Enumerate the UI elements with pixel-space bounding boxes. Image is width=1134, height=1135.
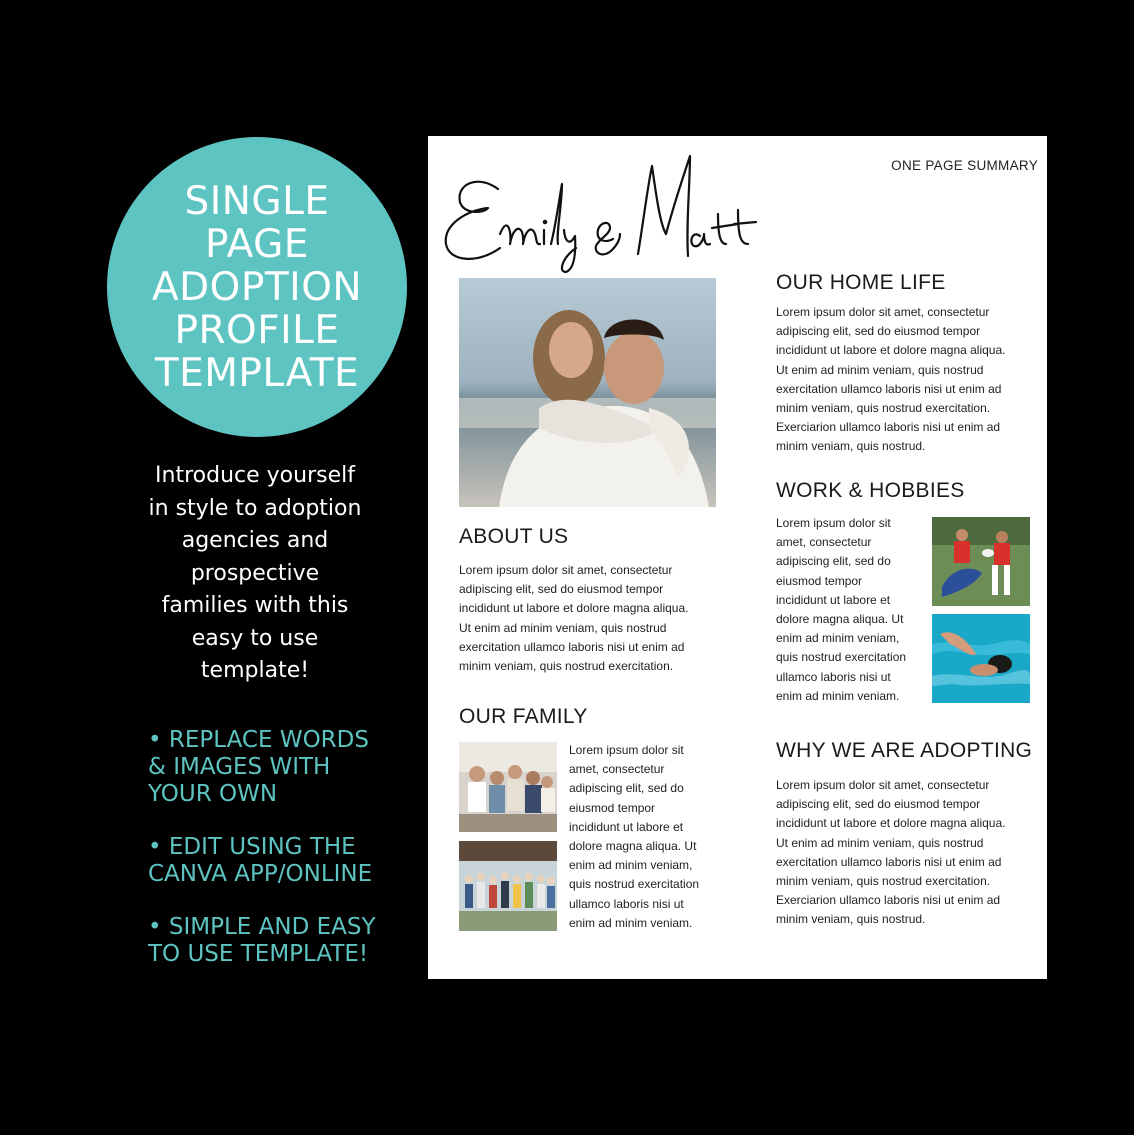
intro-line: template! xyxy=(200,658,310,683)
section-heading-work: WORK & HOBBIES xyxy=(776,479,965,502)
intro-text xyxy=(130,460,380,688)
text-line: incididunt ut labore et xyxy=(776,592,891,607)
intro-line: in style to adoption xyxy=(148,495,362,521)
about-text xyxy=(459,561,719,676)
feature-line: • SIMPLE AND EASY xyxy=(148,914,376,940)
family-photo-1 xyxy=(459,742,557,832)
feature-item xyxy=(148,834,408,888)
feature-item xyxy=(148,727,408,808)
page-label: ONE PAGE SUMMARY xyxy=(891,158,1038,173)
feature-list xyxy=(148,727,408,994)
intro-line: families with this xyxy=(161,593,349,618)
text-line: ullamco laboris nisi ut xyxy=(776,669,891,684)
text-line: minim veniam, quis nostrud exercitation. xyxy=(459,659,674,674)
feature-line: TO USE TEMPLATE! xyxy=(148,941,369,967)
text-line: amet, consectetur xyxy=(569,762,665,777)
text-line: ullamco laboris nisi ut xyxy=(569,896,684,911)
section-heading-family: OUR FAMILY xyxy=(459,705,588,728)
text-line: enim ad minim veniam, xyxy=(776,631,900,646)
feature-line: • REPLACE WORDS xyxy=(148,727,369,753)
text-line: quis nostrud exercitation xyxy=(569,877,700,892)
text-line: exercitation ullamco laboris nisi ut enim ad xyxy=(459,639,685,654)
family-text xyxy=(569,741,729,933)
title-line: TEMPLATE xyxy=(154,350,360,396)
text-line: incididunt ut labore et xyxy=(569,819,684,834)
text-line: amet, consectetur xyxy=(776,535,872,550)
text-line: quis nostrud exercitation xyxy=(776,650,907,665)
text-line: adipiscing elit, sed do eiusmod tempor xyxy=(459,582,664,597)
text-line: Lorem ipsum dolor sit xyxy=(776,516,891,530)
text-line: Exerciarion ullamco laboris nisi ut enim ad xyxy=(776,420,1001,435)
text-line: minim veniam, quis nostrud. xyxy=(776,439,926,454)
text-line: minim veniam, quis nostrud. xyxy=(776,912,926,927)
why-text xyxy=(776,776,1038,930)
template-page-preview xyxy=(428,136,1047,979)
text-line: incididunt ut labore et dolore magna aliqua. xyxy=(776,343,1006,358)
text-line: exercitation ullamco laboris nisi ut enim ad xyxy=(776,381,1002,396)
text-line: adipiscing elit, sed do eiusmod tempor xyxy=(776,797,981,812)
text-line: dolore magna aliqua. Ut xyxy=(569,839,697,854)
text-line: Lorem ipsum dolor sit amet, consectetur xyxy=(776,305,990,319)
family-photo-2 xyxy=(459,841,557,931)
title-line: PROFILE xyxy=(174,307,340,353)
text-line: adipiscing elit, sed do xyxy=(569,781,684,796)
intro-line: easy to use xyxy=(191,625,319,651)
section-heading-about: ABOUT US xyxy=(459,525,569,548)
text-line: Lorem ipsum dolor sit amet, consectetur xyxy=(459,563,673,577)
title-line: SINGLE xyxy=(184,178,330,224)
title-line: ADOPTION xyxy=(151,264,363,310)
text-line: exercitation ullamco laboris nisi ut enim ad xyxy=(776,854,1002,869)
section-heading-why: WHY WE ARE ADOPTING xyxy=(776,739,1033,762)
text-line: Lorem ipsum dolor sit xyxy=(569,743,684,757)
title-line: PAGE xyxy=(205,221,309,267)
intro-line: prospective xyxy=(190,560,320,586)
text-line: dolore magna aliqua. Ut xyxy=(776,612,904,627)
text-line: Lorem ipsum dolor sit amet, consectetur xyxy=(776,778,990,792)
text-line: Ut enim ad minim veniam, quis nostrud xyxy=(776,835,984,850)
rugby-photo xyxy=(932,517,1030,606)
text-line: incididunt ut labore et dolore magna aliqua. xyxy=(776,816,1006,831)
feature-line: & IMAGES WITH xyxy=(148,754,331,780)
text-line: adipiscing elit, sed do xyxy=(776,554,891,569)
feature-line: CANVA APP/ONLINE xyxy=(148,861,373,887)
text-line: minim veniam, quis nostrud exercitation. xyxy=(776,874,991,889)
text-line: Exerciarion ullamco laboris nisi ut enim ad xyxy=(776,893,1001,908)
swimming-photo xyxy=(932,614,1030,703)
intro-line: Introduce yourself xyxy=(155,463,355,488)
text-line: enim ad minim veniam. xyxy=(569,915,693,930)
title-circle xyxy=(107,137,407,437)
text-line: eiusmod tempor xyxy=(776,573,863,588)
intro-line: agencies and xyxy=(181,528,329,553)
text-line: enim ad minim veniam, xyxy=(569,858,693,873)
couple-photo xyxy=(459,278,716,507)
home-text xyxy=(776,303,1038,457)
feature-line: YOUR OWN xyxy=(148,781,278,807)
text-line: minim veniam, quis nostrud exercitation. xyxy=(776,401,991,416)
section-heading-home: OUR HOME LIFE xyxy=(776,271,946,294)
feature-item xyxy=(148,914,408,968)
text-line: Ut enim ad minim veniam, quis nostrud xyxy=(776,362,984,377)
feature-line: • EDIT USING THE xyxy=(148,834,356,860)
work-text xyxy=(776,514,926,706)
text-line: eiusmod tempor xyxy=(569,800,656,815)
text-line: enim ad minim veniam. xyxy=(776,688,900,703)
text-line: incididunt ut labore et dolore magna aliqua. xyxy=(459,601,689,616)
text-line: Ut enim ad minim veniam, quis nostrud xyxy=(459,620,667,635)
names-script-title xyxy=(438,144,798,279)
text-line: adipiscing elit, sed do eiusmod tempor xyxy=(776,324,981,339)
